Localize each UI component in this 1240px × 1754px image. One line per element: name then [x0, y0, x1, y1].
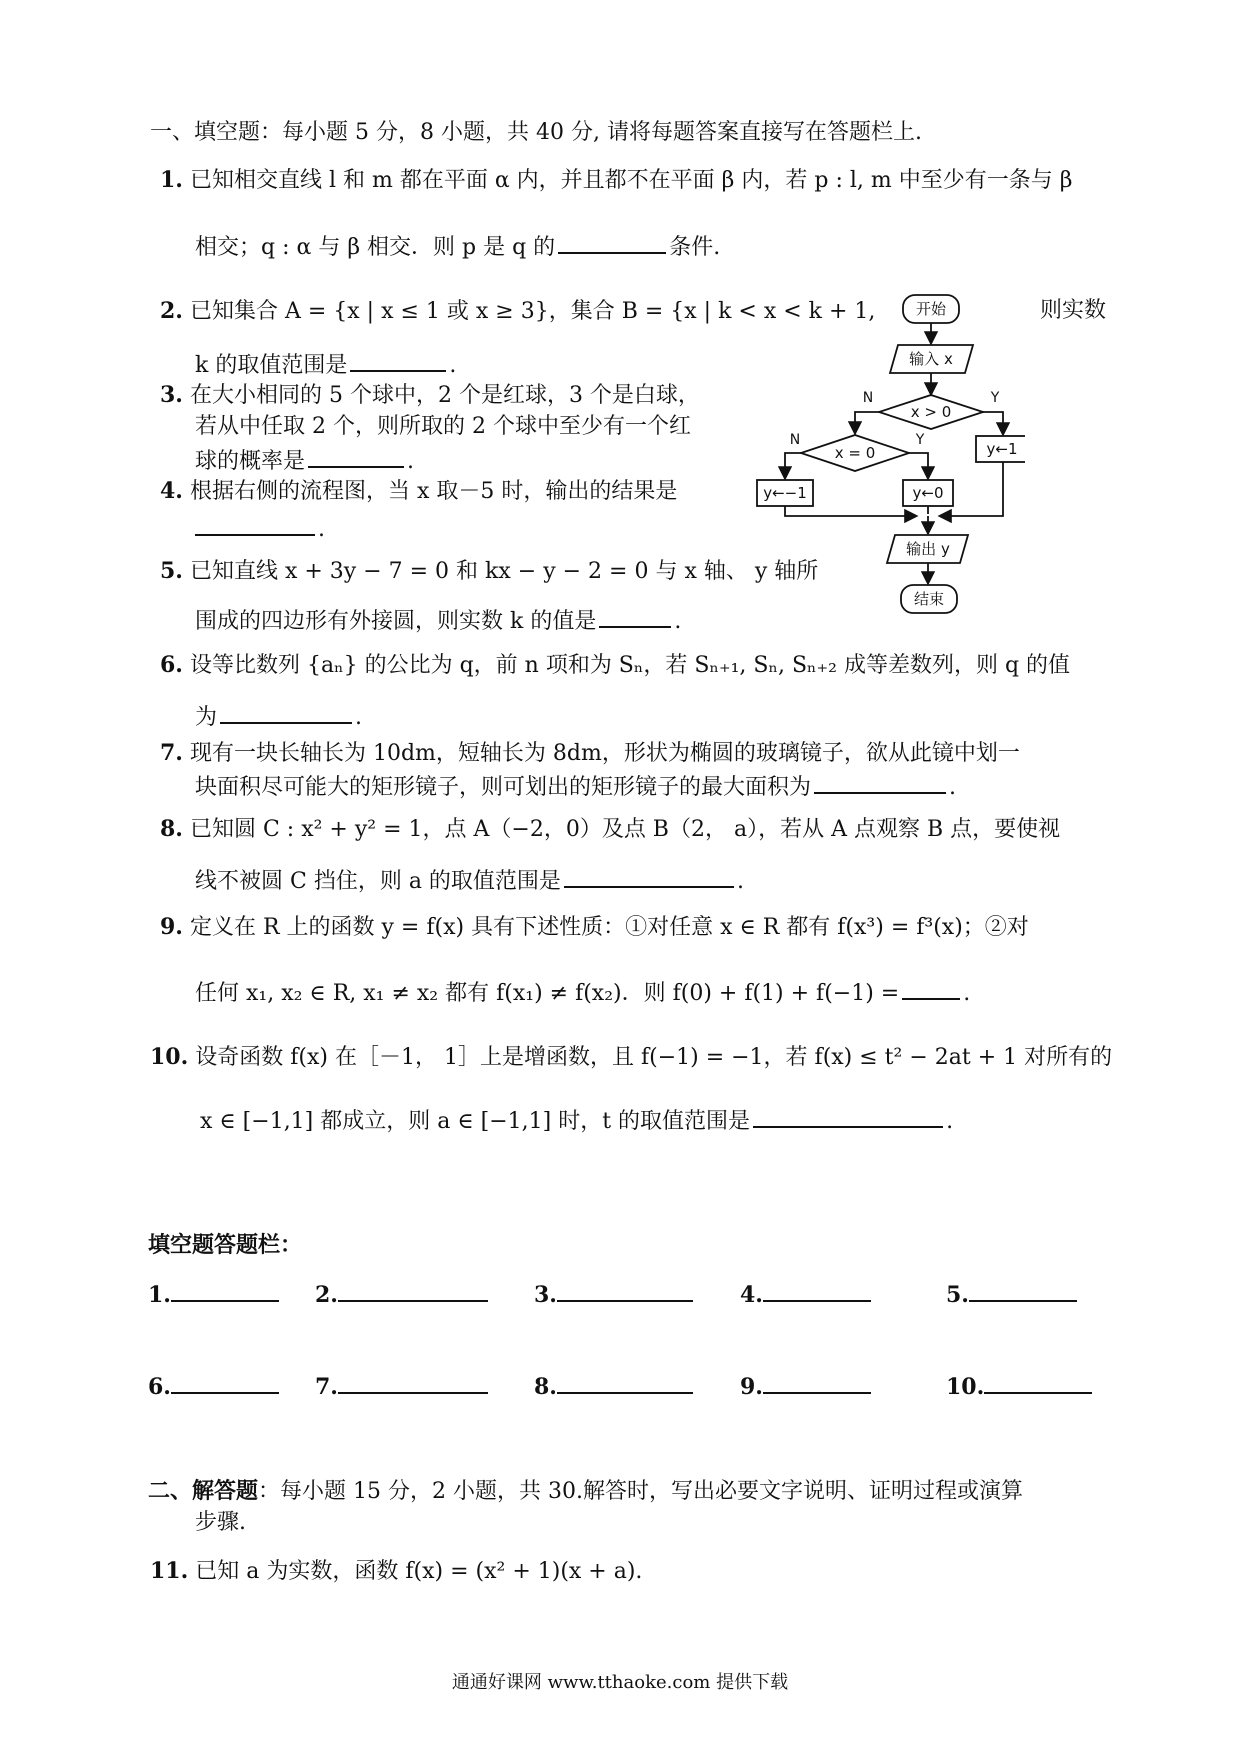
answer-slot-1[interactable]: [148, 1278, 279, 1308]
question-8-blank[interactable]: [564, 864, 734, 888]
question-11: [150, 1556, 642, 1587]
question-1-number: 1.: [160, 167, 183, 193]
answer-blank-10[interactable]: [984, 1370, 1092, 1394]
flowchart-assign-negative-label: y←−1: [763, 484, 807, 502]
question-1-line-2: [195, 230, 720, 263]
flowchart-assign-zero-label: y←0: [912, 484, 944, 502]
answer-slot-2[interactable]: [315, 1278, 488, 1308]
question-3-line-3: [195, 444, 414, 477]
question-4-line-2: [195, 512, 325, 545]
question-2-text-3: .: [449, 353, 457, 378]
answer-label-9: 9.: [740, 1374, 763, 1400]
question-2-text-1: 已知集合 A = {x | x ≤ 1 或 x ≥ 3}，集合 B = {x | k < x < k + 1,: [189, 299, 876, 324]
question-8-text-1: 已知圆 C : x² + y² = 1，点 A（−2，0）及点 B（2， a），若从 A 点观察 B 点，要使视: [189, 817, 1061, 842]
answer-label-3: 3.: [534, 1282, 557, 1308]
question-11-number: 11.: [150, 1558, 189, 1584]
answer-slot-8[interactable]: [534, 1370, 693, 1400]
flowchart-input-label: 输入 x: [909, 350, 953, 368]
question-3-number: 3.: [160, 382, 183, 408]
question-4-blank[interactable]: [195, 512, 315, 536]
question-7-blank[interactable]: [814, 770, 946, 794]
question-8-text-3: .: [736, 869, 744, 894]
question-10-blank[interactable]: [753, 1104, 943, 1128]
question-2-blank[interactable]: [350, 348, 446, 372]
question-10-line-2: [200, 1104, 953, 1137]
flowchart-assign-positive-label: y←1: [986, 440, 1018, 458]
page-footer: 通通好课网 www.tthaoke.com 提供下载: [451, 1672, 789, 1693]
answer-slot-7[interactable]: [315, 1370, 488, 1400]
question-3-text-2: 若从中任取 2 个，则所取的 2 个球中至少有一个红: [195, 414, 691, 439]
question-6-text-2: 为: [195, 705, 218, 730]
question-4-text-2: .: [318, 517, 325, 542]
question-7-line-1: [160, 738, 1020, 769]
answer-blank-7[interactable]: [338, 1370, 488, 1394]
answer-blank-4[interactable]: [763, 1278, 871, 1302]
question-8-number: 8.: [160, 816, 183, 842]
answer-blank-5[interactable]: [969, 1278, 1077, 1302]
question-8-line-1: [160, 814, 1060, 845]
question-9-text-1: 定义在 R 上的函数 y = f(x) 具有下述性质：①对任意 x ∈ R 都有 f(x³) = f³(x)；②对: [189, 915, 1029, 940]
question-10-text-3: .: [946, 1109, 954, 1134]
answer-slot-9[interactable]: [740, 1370, 871, 1400]
question-6-text-1: 设等比数列 {aₙ} 的公比为 q，前 n 项和为 Sₙ，若 Sₙ₊₁, Sₙ, Sₙ₊₂ 成等差数列，则 q 的值: [189, 653, 1071, 678]
answer-label-4: 4.: [740, 1282, 763, 1308]
question-3-blank[interactable]: [308, 444, 404, 468]
question-1-text-2: 相交；q : α 与 β 相交．则 p 是 q 的: [195, 235, 556, 260]
question-5-line-2: [195, 604, 681, 637]
question-2-line-2: [195, 348, 456, 381]
question-10-text-1: 设奇函数 f(x) 在［－1， 1］上是增函数，且 f(−1) = −1，若 f(x) ≤ t² − 2at + 1 对所有的: [195, 1045, 1113, 1070]
question-9-number: 9.: [160, 914, 183, 940]
question-4-text-1: 根据右侧的流程图，当 x 取－5 时，输出的结果是: [189, 479, 678, 504]
question-3-line-1: [160, 380, 700, 411]
section2-heading: [148, 1476, 1023, 1507]
question-1-line-1: [160, 165, 1072, 196]
flowchart-yes-label-2: Y: [915, 432, 925, 448]
answer-slot-4[interactable]: [740, 1278, 871, 1308]
answer-label-1: 1.: [148, 1282, 171, 1308]
question-10-text-2: x ∈ [−1,1] 都成立，则 a ∈ [−1,1] 时，t 的取值范围是: [200, 1109, 751, 1134]
question-5-text-2: 围成的四边形有外接圆，则实数 k 的值是: [195, 609, 597, 634]
flowchart-condition-2-label: x = 0: [834, 444, 876, 462]
question-6-line-1: [160, 650, 1070, 681]
answer-blank-3[interactable]: [557, 1278, 693, 1302]
flowchart-no-label-2: N: [789, 432, 801, 448]
question-4-number: 4.: [160, 478, 183, 504]
flowchart-end-label: 结束: [913, 590, 945, 608]
question-9-line-1: [160, 912, 1029, 943]
section1-heading: 一、填空题：每小题 5 分，8 小题，共 40 分, 请将每题答案直接写在答题栏上.: [150, 120, 922, 145]
answer-label-5: 5.: [946, 1282, 969, 1308]
question-2-text-2: k 的取值范围是: [195, 353, 348, 378]
question-2-text-right: 则实数: [1040, 298, 1107, 323]
question-9-blank[interactable]: [902, 976, 960, 1000]
flowchart-yes-label-1: Y: [990, 390, 1000, 406]
question-6-number: 6.: [160, 652, 183, 678]
question-5-text-1: 已知直线 x + 3y − 7 = 0 和 kx − y − 2 = 0 与 x 轴、 y 轴所: [189, 559, 819, 584]
question-5-line-1: [160, 556, 818, 587]
flowchart: [755, 290, 1025, 620]
question-7-line-2: [195, 770, 956, 803]
section2-heading-line-2: 步骤.: [195, 1510, 246, 1535]
section2-heading-bold: 二、解答题: [148, 1478, 259, 1504]
flowchart-start-label: 开始: [915, 300, 947, 318]
question-5-blank[interactable]: [599, 604, 671, 628]
question-3-text-4: .: [407, 449, 415, 474]
answer-label-6: 6.: [148, 1374, 171, 1400]
question-3-text-3: 球的概率是: [195, 449, 306, 474]
question-6-blank[interactable]: [220, 700, 352, 724]
question-1-text-1: 已知相交直线 l 和 m 都在平面 α 内，并且都不在平面 β 内，若 p : l, m 中至少有一条与 β: [189, 168, 1073, 193]
question-1-blank[interactable]: [558, 230, 666, 254]
question-7-text-3: .: [949, 775, 957, 800]
question-8-text-2: 线不被圆 C 挡住，则 a 的取值范围是: [195, 869, 561, 894]
question-10-line-1: [150, 1042, 1112, 1073]
question-4-line-1: [160, 476, 677, 507]
answer-blank-9[interactable]: [763, 1370, 871, 1394]
question-7-number: 7.: [160, 740, 183, 766]
question-6-line-2: [195, 700, 362, 733]
question-2-number: 2.: [160, 298, 183, 324]
answer-sheet-title: 填空题答题栏：: [148, 1232, 303, 1258]
flowchart-condition-1-label: x > 0: [910, 403, 952, 421]
question-7-text-2: 块面积尽可能大的矩形镜子，则可划出的矩形镜子的最大面积为: [195, 775, 812, 800]
question-9-text-3: .: [963, 981, 971, 1006]
question-6-text-3: .: [355, 705, 363, 730]
answer-blank-1[interactable]: [171, 1278, 279, 1302]
answer-slot-5[interactable]: [946, 1278, 1077, 1308]
answer-blank-6[interactable]: [171, 1370, 279, 1394]
section2-heading-rest: ：每小题 15 分，2 小题，共 30.解答时，写出必要文字说明、证明过程或演算: [258, 1479, 1023, 1504]
question-5-text-3: .: [674, 609, 682, 634]
answer-slot-6[interactable]: [148, 1370, 279, 1400]
answer-label-2: 2.: [315, 1282, 338, 1308]
answer-blank-8[interactable]: [557, 1370, 693, 1394]
flowchart-output-label: 输出 y: [906, 540, 950, 558]
question-1-text-3: 条件.: [669, 235, 721, 260]
answer-label-8: 8.: [534, 1374, 557, 1400]
answer-label-10: 10.: [946, 1374, 985, 1400]
flowchart-no-label-1: N: [862, 390, 874, 406]
answer-label-7: 7.: [315, 1374, 338, 1400]
answer-slot-10[interactable]: [946, 1370, 1092, 1400]
question-9-line-2: [195, 976, 970, 1009]
question-8-line-2: [195, 864, 744, 897]
question-11-text: 已知 a 为实数，函数 f(x) = (x² + 1)(x + a).: [195, 1559, 643, 1584]
question-5-number: 5.: [160, 558, 183, 584]
question-7-text-1: 现有一块长轴长为 10dm，短轴长为 8dm，形状为椭圆的玻璃镜子，欲从此镜中划一: [189, 741, 1020, 766]
answer-slot-3[interactable]: [534, 1278, 693, 1308]
question-3-text-1: 在大小相同的 5 个球中，2 个是红球，3 个是白球，: [189, 383, 700, 408]
answer-blank-2[interactable]: [338, 1278, 488, 1302]
question-9-text-2: 任何 x₁, x₂ ∈ R, x₁ ≠ x₂ 都有 f(x₁) ≠ f(x₂)．则 f(0) + f(1) + f(−1) =: [195, 981, 900, 1006]
question-10-number: 10.: [150, 1044, 189, 1070]
